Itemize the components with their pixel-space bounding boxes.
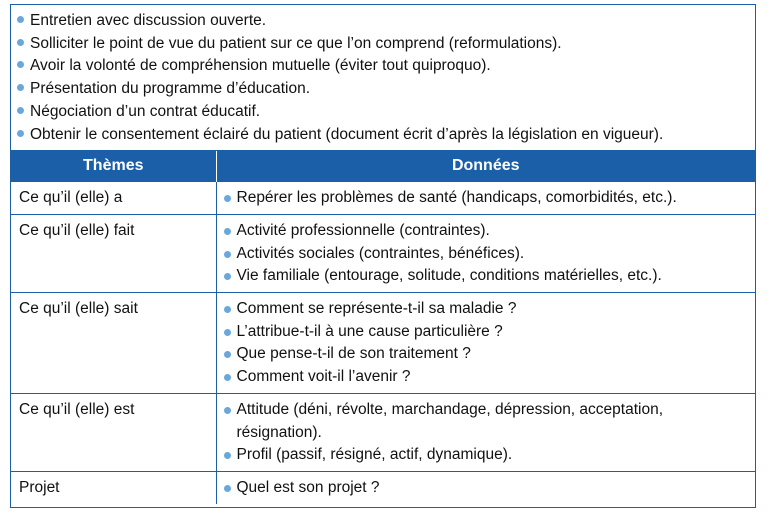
bullet-icon: [17, 39, 24, 46]
list-item: Comment se représente-t-il sa maladie ?: [224, 298, 750, 321]
theme-cell: Ce qu’il (elle) a: [11, 182, 216, 215]
bullet-icon: [224, 485, 231, 492]
bullet-icon: [224, 374, 231, 381]
data-cell: [216, 182, 755, 215]
data-cell: [216, 393, 755, 471]
bullet-icon: [224, 273, 231, 280]
theme-cell: Ce qu’il (elle) fait: [11, 214, 216, 292]
bullet-icon: [224, 407, 231, 414]
list-item: Comment voit-il l’avenir ?: [224, 366, 750, 389]
bullet-icon: [224, 452, 231, 459]
header-donnees: Données: [216, 151, 755, 182]
list-item: Repérer les problèmes de santé (handicaps, comorbidités, etc.).: [224, 187, 750, 210]
intro-item: Entretien avec discussion ouverte.: [17, 10, 749, 33]
bullet-icon: [224, 351, 231, 358]
list-item: Profil (passif, résigné, actif, dynamique).: [224, 444, 750, 467]
intro-item: Négociation d’un contrat éducatif.: [17, 101, 749, 124]
intro-item: Avoir la volonté de compréhension mutuelle (éviter tout quiproquo).: [17, 55, 749, 78]
header-themes: Thèmes: [11, 151, 216, 182]
table-header-row: [11, 151, 755, 182]
table-row: [11, 393, 755, 471]
bullet-icon: [224, 306, 231, 313]
bullet-icon: [17, 84, 24, 91]
list-item: Que pense-t-il de son traitement ?: [224, 343, 750, 366]
bullet-icon: [224, 329, 231, 336]
data-cell: [216, 471, 755, 503]
table-row: [11, 293, 755, 394]
theme-cell: Ce qu’il (elle) sait: [11, 293, 216, 394]
intro-list: [11, 5, 755, 151]
themes-table: [11, 151, 755, 503]
list-item: Vie familiale (entourage, solitude, conditions matérielles, etc.).: [224, 265, 750, 288]
theme-cell: Ce qu’il (elle) est: [11, 393, 216, 471]
education-document: [10, 4, 756, 508]
bullet-icon: [224, 195, 231, 202]
list-item: Quel est son projet ?: [224, 477, 750, 500]
intro-item: Obtenir le consentement éclairé du patient (document écrit d’après la législation en vigueur).: [17, 124, 749, 147]
table-row: [11, 214, 755, 292]
intro-item: Solliciter le point de vue du patient sur ce que l’on comprend (reformulations).: [17, 33, 749, 56]
data-cell: [216, 293, 755, 394]
intro-item: Présentation du programme d’éducation.: [17, 78, 749, 101]
bullet-icon: [17, 16, 24, 23]
list-item: Attitude (déni, révolte, marchandage, dépression, acceptation, résignation).: [224, 399, 750, 444]
list-item: L’attribue-t-il à une cause particulière ?: [224, 321, 750, 344]
data-cell: [216, 214, 755, 292]
bullet-icon: [17, 107, 24, 114]
bullet-icon: [224, 228, 231, 235]
list-item: Activités sociales (contraintes, bénéfices).: [224, 243, 750, 266]
bullet-icon: [17, 61, 24, 68]
table-row: [11, 471, 755, 503]
table-row: [11, 182, 755, 215]
bullet-icon: [224, 251, 231, 258]
bullet-icon: [17, 130, 24, 137]
list-item: Activité professionnelle (contraintes).: [224, 220, 750, 243]
theme-cell: Projet: [11, 471, 216, 503]
